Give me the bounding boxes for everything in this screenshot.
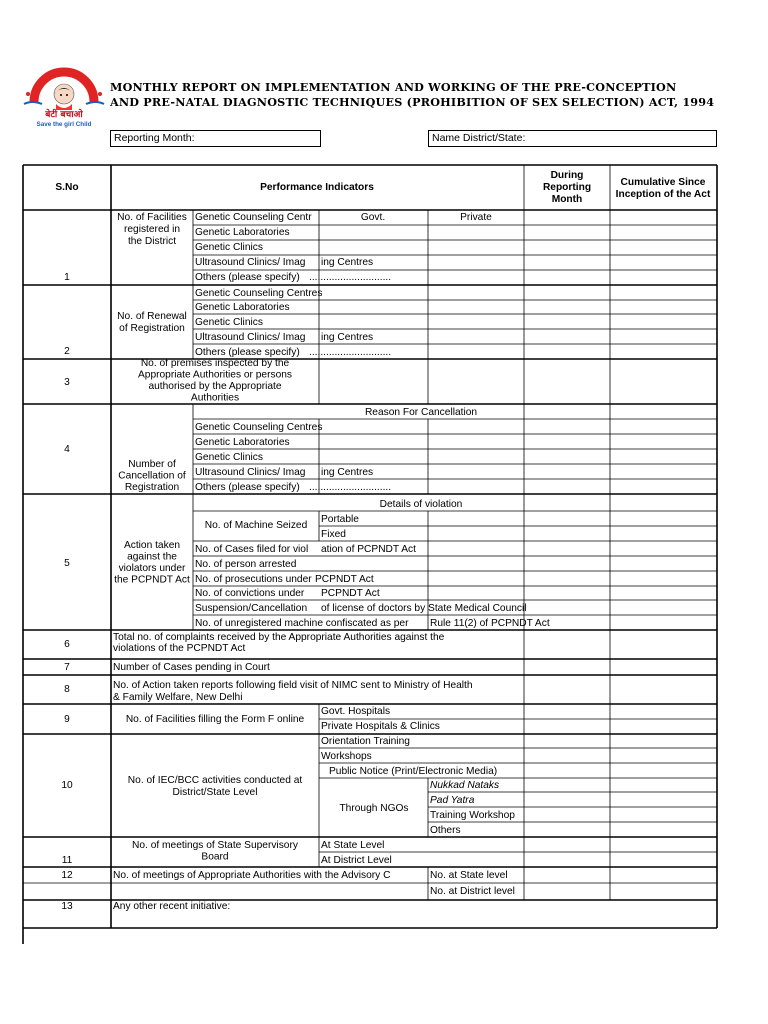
facility-gcc: Genetic Counseling Centr (195, 212, 312, 223)
facility-others: ............................. (309, 272, 392, 283)
s2-label: of Registration (119, 323, 185, 334)
logo-tagline: Save the girl Child (36, 121, 92, 128)
ngo-item: Others (430, 825, 461, 836)
cancel-gcc: Genetic Counseling Centres (195, 422, 323, 433)
s1-label: the District (127, 236, 177, 247)
s8-label: No. of Action taken reports following field visit of NIMC sent to Ministry of Health (113, 680, 473, 691)
renewal-gcc: Genetic Counseling Centres (195, 288, 323, 299)
s5-label: against the (127, 551, 177, 563)
s7-number: 7 (64, 662, 70, 673)
ngo-label: Through NGOs (339, 803, 409, 814)
s1-label: registered in (123, 224, 181, 235)
s9-number: 9 (64, 714, 70, 725)
s11-number: 11 (61, 855, 73, 866)
renewal-gl: Genetic Laboratories (195, 302, 290, 313)
s7-label: Number of Cases pending in Court (113, 662, 270, 673)
details-header: Details of violation (379, 499, 463, 510)
s11-item: At District Level (321, 855, 392, 866)
ngo-item: Nukkad Nataks (430, 780, 500, 791)
cancel-others: ............................. (309, 482, 392, 493)
s11-label: No. of meetings of State Supervisory (132, 840, 298, 851)
s4-label: Registration (124, 482, 180, 493)
s10-label: District/State Level (172, 787, 258, 798)
violation-row: No. of prosecutions under (195, 574, 312, 585)
facility-us: ing Centres (321, 257, 374, 268)
s4-label: Number of (128, 459, 176, 470)
violation-row: No. of convictions under (195, 588, 305, 599)
s4-number: 4 (64, 444, 70, 455)
s8-label: & Family Welfare, New Delhi (113, 692, 243, 703)
s9-item: Private Hospitals & Clinics (321, 721, 440, 732)
cancel-us: Ultrasound Clinics/ Imag (195, 467, 306, 478)
violation-row: Rule 11(2) of PCPNDT Act (430, 618, 550, 629)
s6-label: violations of the PCPNDT Act (113, 643, 246, 654)
s9-label: No. of Facilities filling the Form F online (125, 714, 305, 725)
s13-number: 13 (61, 901, 73, 912)
title-line-1: MONTHLY REPORT ON IMPLEMENTATION AND WORKING OF THE PRE-CONCEPTION (110, 80, 677, 94)
cancel-gl: Genetic Laboratories (195, 437, 290, 448)
ngo-item: Pad Yatra (430, 795, 475, 806)
facility-gl: Genetic Laboratories (195, 227, 290, 238)
violation-row: PCPNDT Act (315, 574, 374, 585)
col-private: Private (460, 212, 492, 223)
s13-label: Any other recent initiative: (113, 901, 231, 912)
facility-us: Ultrasound Clinics/ Imag (195, 257, 306, 268)
s6-label: Total no. of complaints received by the Appropriate Authorities against the (113, 632, 445, 643)
s11-item: At State Level (321, 840, 385, 851)
renewal-others: Others (please specify) (195, 347, 300, 358)
header-cumulative: Inception of the Act (615, 189, 711, 200)
s11-label: Board (201, 851, 229, 863)
s5-label: the PCPNDT Act (114, 574, 190, 586)
machine-fixed: Fixed (321, 529, 346, 540)
facility-others: Others (please specify) (195, 272, 300, 283)
s9-item: Govt. Hospitals (321, 706, 391, 717)
header-during: Month (551, 194, 583, 205)
renewal-us: Ultrasound Clinics/ Imag (195, 332, 306, 343)
title-line-2: AND PRE-NATAL DIAGNOSTIC TECHNIQUES (PROHIBITION OF SEX SELECTION) ACT, 1994 (110, 95, 715, 109)
s5-label: violators under (118, 563, 186, 574)
s6-number: 6 (64, 639, 70, 650)
renewal-gc: Genetic Clinics (195, 317, 263, 328)
reporting-month-label: Reporting Month: (114, 132, 195, 144)
s8-number: 8 (64, 684, 70, 695)
violation-row: ation of PCPNDT Act (321, 544, 416, 555)
renewal-us: ing Centres (321, 332, 374, 343)
s3-label: No. of premises inspected by the (140, 358, 290, 369)
header-cumulative: Cumulative Since (620, 177, 706, 188)
s3-label: Authorities (190, 392, 240, 404)
renewal-others: ............................. (309, 347, 392, 358)
s10-item: Public Notice (Print/Electronic Media) (329, 766, 498, 777)
violation-row: No. of Cases filed for viol (195, 544, 309, 555)
reason-header: Reason For Cancellation (364, 407, 478, 418)
machine-seized-label: No. of Machine Seized (204, 520, 308, 531)
s2-number: 2 (64, 346, 70, 357)
cancel-gc: Genetic Clinics (195, 452, 263, 463)
s1-label: No. of Facilities (117, 212, 187, 223)
violation-row: of license of doctors by State Medical Council (321, 603, 527, 614)
s3-number: 3 (64, 377, 70, 388)
s12-label: No. of meetings of Appropriate Authorities with the Advisory C (113, 870, 391, 881)
header-during: Reporting (542, 182, 592, 193)
header-performance: Performance Indicators (260, 182, 374, 193)
violation-row: No. of person arrested (195, 559, 297, 570)
s2-label: No. of Renewal (117, 311, 187, 322)
s10-number: 10 (61, 780, 73, 791)
header-sno: S.No (55, 182, 79, 193)
s5-number: 5 (64, 558, 70, 569)
cancel-us: ing Centres (321, 467, 374, 478)
facility-gc: Genetic Clinics (195, 242, 263, 253)
s12-item: No. at District level (430, 886, 515, 897)
s5-label: Action taken (123, 540, 181, 551)
logo-hindi-text: बेटी बचाओ (45, 110, 83, 120)
s10-item: Orientation Training (321, 736, 410, 747)
s4-label: Cancellation of (118, 470, 186, 482)
col-govt: Govt. (360, 212, 386, 223)
s12-number: 12 (61, 870, 73, 881)
s10-item: Workshops (321, 751, 372, 762)
s3-label: authorised by the Appropriate (148, 381, 282, 392)
ngo-item: Training Workshop (430, 810, 515, 821)
header-during: During (550, 170, 584, 181)
cancel-others: Others (please specify) (195, 482, 300, 493)
s3-label: Appropriate Authorities or persons (137, 369, 293, 381)
violation-row: PCPNDT Act (321, 588, 380, 599)
s12-item: No. at State level (430, 870, 508, 881)
violation-row: Suspension/Cancellation (195, 603, 308, 614)
violation-row: No. of unregistered machine confiscated as per (195, 618, 409, 629)
s1-number: 1 (64, 272, 70, 283)
district-state-label: Name District/State: (432, 132, 526, 144)
s10-label: No. of IEC/BCC activities conducted at (127, 775, 303, 786)
machine-portable: Portable (321, 514, 359, 525)
